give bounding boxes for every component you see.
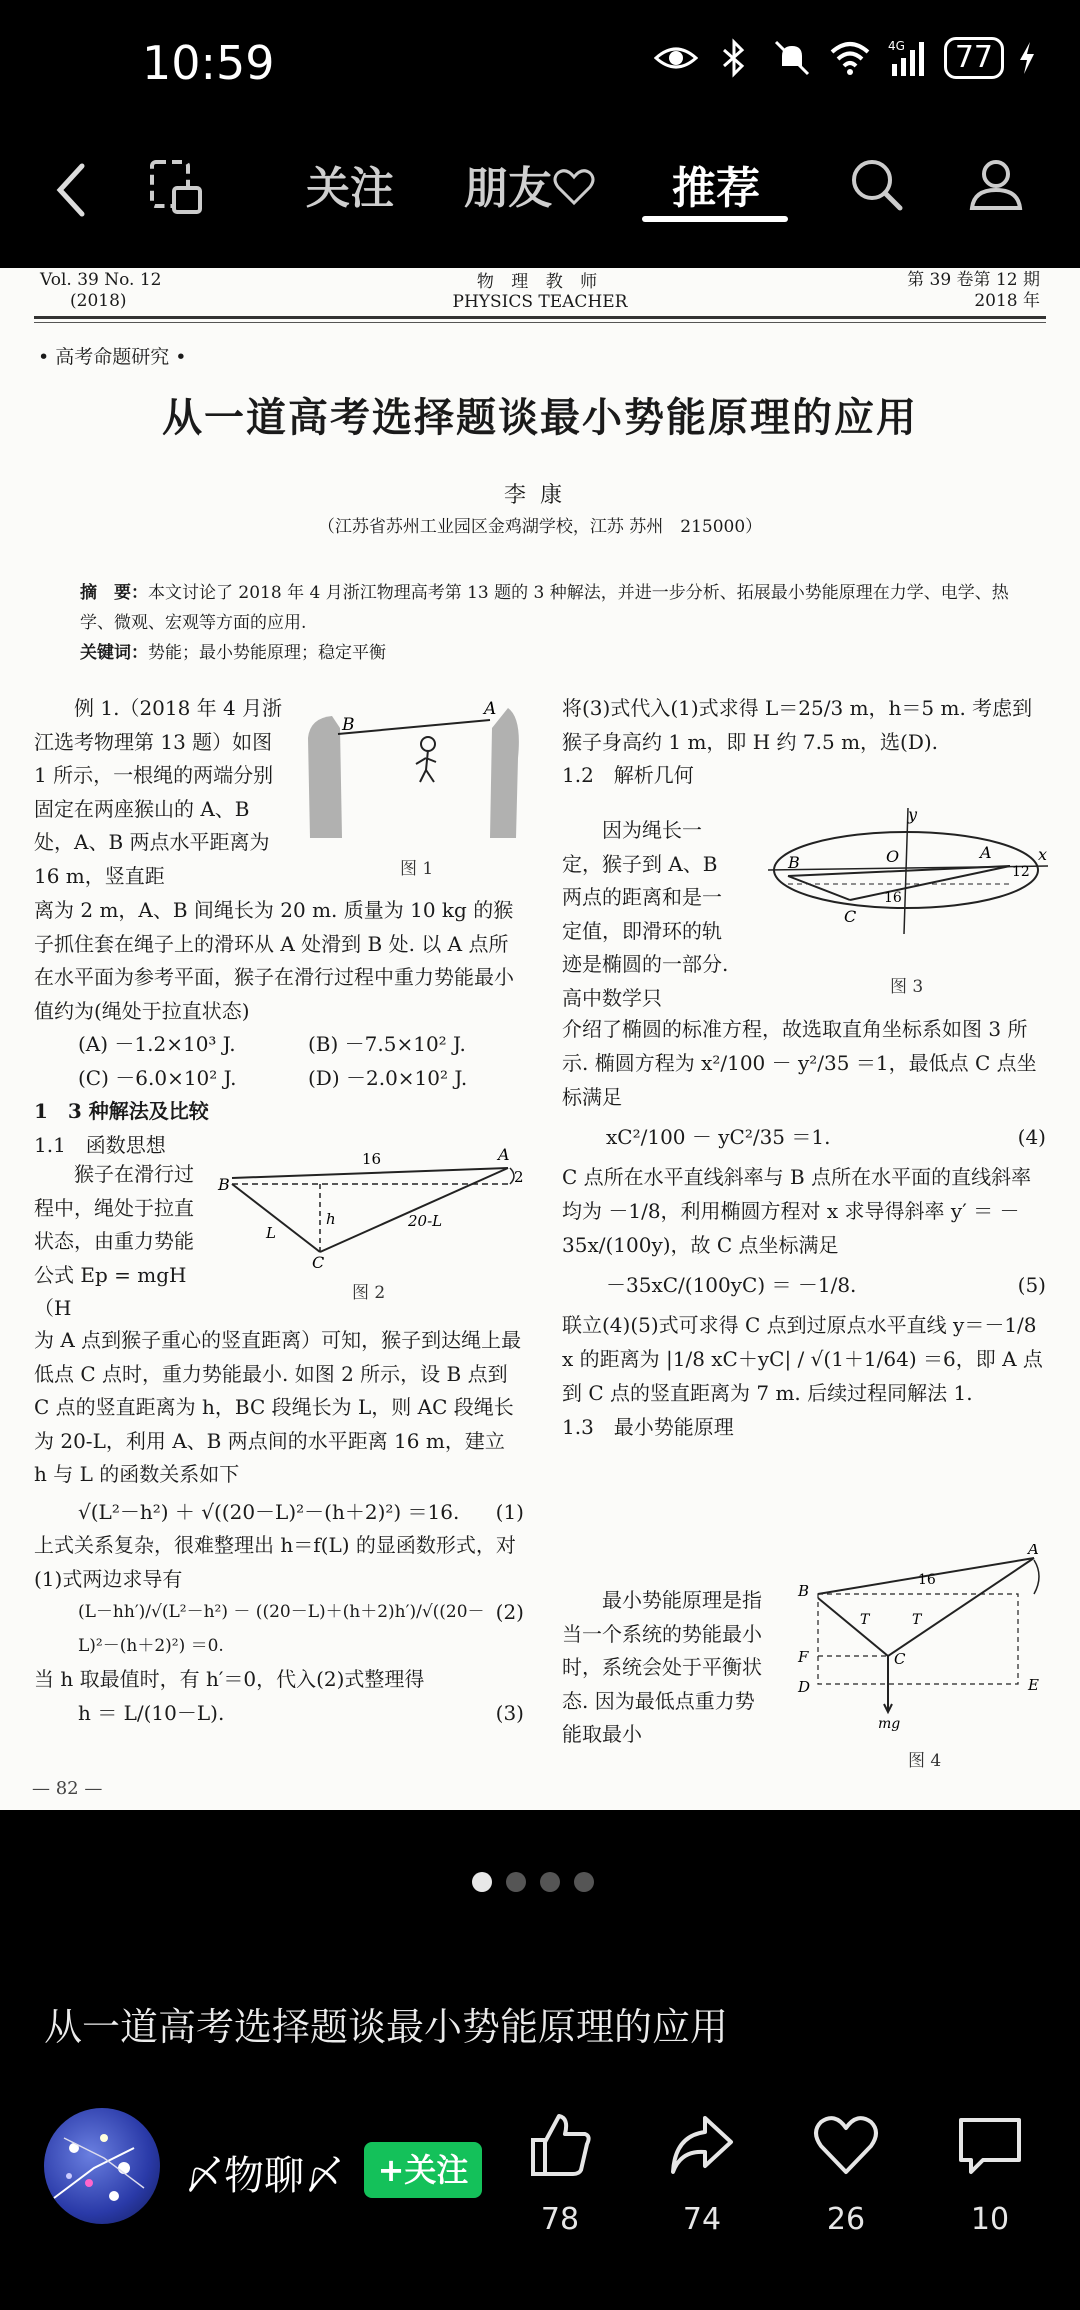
left-col-main	[34, 894, 524, 1162]
author-name[interactable]: 〆物聊〆	[184, 2153, 344, 2199]
fig4-label-16: 16	[918, 1572, 936, 1588]
section-tag: • 高考命题研究 •	[38, 346, 187, 368]
abstract	[80, 578, 1010, 668]
heart-icon	[811, 2110, 881, 2180]
eq4-number: (4)	[1017, 1125, 1046, 1149]
avatar-image	[44, 2108, 160, 2224]
fig1-label-a: A	[484, 699, 497, 719]
options-row-2	[34, 1062, 524, 1096]
back-arrow-icon[interactable]	[52, 160, 92, 220]
fig1-label-b: B	[342, 715, 355, 735]
fig2-label-16: 16	[362, 1150, 382, 1168]
eq5-number: (5)	[1017, 1273, 1046, 1297]
fig2-label-a: A	[498, 1145, 510, 1164]
fig4-label-b: B	[798, 1582, 810, 1600]
volume-year: (2018)	[70, 291, 127, 311]
fig4-label-f: F	[798, 1648, 809, 1666]
tab-friends[interactable]	[464, 152, 596, 216]
heading-1-1: 1.1 函数思想	[34, 1132, 166, 1157]
issue-info: 第 39 卷第 12 期	[907, 270, 1040, 290]
active-tab-indicator	[642, 216, 788, 222]
fig4-label-d: D	[798, 1678, 811, 1696]
bluetooth-icon	[712, 36, 756, 80]
heading-1-3: 1.3 最小势能原理	[562, 1415, 734, 1439]
equation-2	[34, 1596, 524, 1663]
heading-1-2: 1.2 解析几何	[562, 763, 694, 787]
right-col-p2	[562, 814, 736, 1015]
left-col-p1	[34, 692, 290, 893]
method2-text-3: C 点所在水平直线斜率与 B 点所在水平面的直线斜率均为 －1/8，利用椭圆方程对 x 求导得斜率 y′ ＝ －35x/(100y)，故 C 点坐标满足	[562, 1165, 1032, 1257]
equation-3	[34, 1697, 524, 1731]
abstract-label: 摘 要：	[80, 583, 148, 603]
share-count: 74	[682, 2202, 722, 2237]
keywords-label: 关键词：	[80, 643, 148, 663]
fig4-label-t2: T	[912, 1612, 922, 1628]
fig2-label-h: h	[326, 1210, 336, 1228]
battery-indicator: 77	[944, 37, 1004, 79]
mute-bell-icon	[770, 36, 814, 80]
fig3-label-a: A	[980, 843, 992, 862]
journal-name-cn: 物 理 教 师	[476, 272, 604, 292]
fig2-label-b: B	[218, 1175, 230, 1194]
status-icons	[654, 36, 1036, 80]
comment-button[interactable]	[940, 2110, 1040, 2237]
abstract-text: 本文讨论了 2018 年 4 月浙江物理高考第 13 题的 3 种解法，并进一步分析、拓展最小势能原理在力学、电学、热学、微观、宏观等方面的应用.	[80, 583, 1009, 633]
fig1-caption: 图 1	[400, 859, 434, 879]
favorite-count: 26	[826, 2202, 866, 2237]
article-title: 从一道高考选择题谈最小势能原理的应用	[162, 395, 918, 441]
eq3-body: h ＝ L/(10－L).	[78, 1700, 225, 1725]
share-arrow-icon	[667, 2110, 737, 2180]
pager-dot-2[interactable]	[506, 1872, 526, 1892]
profile-icon[interactable]	[966, 154, 1026, 214]
pager-dot-3[interactable]	[540, 1872, 560, 1892]
right-col-top	[562, 692, 1046, 793]
tab-follow[interactable]: 关注	[306, 163, 394, 214]
svg-text:4G: 4G	[887, 39, 905, 53]
header-rule-thin	[34, 322, 1046, 323]
author-affiliation: （江苏省苏州工业园区金鸡湖学校，江苏 苏州 215000）	[317, 517, 763, 537]
method1-result: 将(3)式代入(1)式求得 L＝25/3 m，h＝5 m. 考虑到猴子身高约 1 m，即 H 约 7.5 m，选(D).	[562, 696, 1033, 754]
page-number: — 82 —	[32, 1778, 103, 1799]
eq1-number: (1)	[495, 1499, 524, 1524]
wifi-icon	[828, 36, 872, 80]
eq4-body: xC²/100 － yC²/35 ＝1.	[606, 1125, 831, 1149]
figure-2	[212, 1128, 524, 1268]
image-pager-dots	[472, 1872, 594, 1892]
avatar[interactable]	[44, 2108, 160, 2224]
method1-text: 猴子在滑行过程中，绳处于拉直状态，由重力势能公式 Ep = mgH（H	[34, 1162, 194, 1320]
method3-text: 最小势能原理是指当一个系统的势能最小时，系统会处于平衡状态. 因为最低点重力势能取最小	[562, 1588, 762, 1746]
fig4-label-e: E	[1028, 1676, 1039, 1694]
example-text: 离为 2 m，A、B 间绳长为 20 m. 质量为 10 kg 的猴子抓住套在绳子上的滑环从 A 处滑到 B 处. 以 A 点所在水平面为参考平面，猴子在滑行过程中重力势能最小值约为(绳处于拉直状态)	[34, 898, 514, 1023]
eye-icon	[654, 36, 698, 80]
fig3-label-16: 16	[884, 890, 902, 906]
option-b: (B) －7.5×10² J.	[308, 1032, 466, 1056]
comment-bubble-icon	[955, 2110, 1025, 2180]
article-author: 李康	[503, 483, 576, 508]
fig4-label-t1: T	[860, 1612, 870, 1628]
right-col-p6	[562, 1584, 772, 1752]
figure-3	[758, 804, 1054, 940]
method1-text-4: 当 h 取最值时，有 h′＝0，代入(2)式整理得	[34, 1667, 425, 1691]
equation-4	[562, 1120, 1046, 1154]
like-count: 78	[540, 2202, 580, 2237]
comment-count: 10	[970, 2202, 1010, 2237]
option-d: (D) －2.0×10² J.	[308, 1065, 468, 1090]
header-rule	[34, 316, 1046, 319]
option-a: (A) －1.2×10³ J.	[78, 1032, 236, 1056]
eq3-number: (3)	[495, 1700, 524, 1725]
floating-window-icon[interactable]	[148, 158, 204, 216]
fig3-label-y: y	[908, 805, 918, 824]
follow-button[interactable]: +关注	[364, 2142, 482, 2198]
fig2-label-2: 2	[514, 1168, 524, 1186]
status-bar	[0, 0, 1080, 120]
left-col-p3	[34, 1158, 194, 1326]
method2-text-4: 联立(4)(5)式可求得 C 点到过原点水平直线 y＝－1/8 x 的距离为 |1/8 xC＋yC| / √(1＋1/64) ＝6，即 A 点到 C 点的竖直距离为 7 m. 后续过程同解法 1.	[562, 1313, 1043, 1405]
thumbs-up-icon	[525, 2110, 595, 2180]
eq2-body: (L－hh′)/√(L²－h²) － ((20－L)＋(h＋2)h′)/√((20－L)²－(h＋2)²) ＝0.	[78, 1602, 485, 1656]
status-time: 10:59	[142, 36, 275, 90]
fig4-label-c: C	[894, 1650, 906, 1668]
fig3-label-c: C	[844, 907, 857, 926]
right-col-middle	[562, 1012, 1046, 1444]
search-icon[interactable]	[846, 154, 906, 214]
article-page-image[interactable]	[0, 268, 1080, 1810]
fig4-label-mg: mg	[878, 1716, 901, 1732]
like-button[interactable]	[510, 2110, 610, 2237]
fig2-label-c: C	[312, 1253, 325, 1268]
options-row-1	[34, 1028, 524, 1062]
fig2-caption: 图 2	[352, 1283, 386, 1303]
heart-outline-icon	[552, 167, 596, 207]
fig2-label-l: L	[266, 1224, 276, 1242]
figure-4	[788, 1544, 1058, 1734]
eq2-number: (2)	[495, 1600, 524, 1624]
fig3-label-x: x	[1038, 845, 1048, 864]
fig3-label-b: B	[788, 853, 800, 872]
method2-text-2: 介绍了椭圆的标准方程，故选取直角坐标系如图 3 所示. 椭圆方程为 x²/100 － y²/35 ＝1，最低点 C 点坐标满足	[562, 1017, 1037, 1109]
volume-info: Vol. 39 No. 12	[40, 270, 162, 290]
fig3-label-o: O	[886, 847, 900, 866]
post-caption[interactable]: 从一道高考选择题谈最小势能原理的应用	[44, 2005, 729, 2049]
option-c: (C) －6.0×10² J.	[78, 1065, 237, 1090]
favorite-button[interactable]	[796, 2110, 896, 2237]
top-nav	[0, 120, 1080, 270]
fig4-label-a: A	[1028, 1544, 1039, 1558]
tab-friends-label: 朋友	[464, 163, 552, 214]
equation-5	[562, 1268, 1046, 1302]
bottom-action-bar	[0, 2100, 1080, 2310]
journal-header	[40, 268, 1040, 316]
share-button[interactable]	[652, 2110, 752, 2237]
issue-year: 2018 年	[974, 291, 1040, 311]
pager-dot-1[interactable]	[472, 1872, 492, 1892]
method1-text-3: 上式关系复杂，很难整理出 h＝f(L) 的显函数形式，对(1)式两边求导有	[34, 1533, 516, 1591]
example-intro: 例 1.（2018 年 4 月浙江选考物理第 13 题）如图 1 所示，一根绳的两端分别固定在两座猴山的 A、B 处，A、B 两点水平距离为 16 m，竖直距	[34, 696, 283, 888]
equation-1	[34, 1496, 524, 1530]
fig4-caption: 图 4	[908, 1751, 942, 1771]
heading-1: 1 3 种解法及比较	[34, 1099, 209, 1123]
fig2-label-20l: 20-L	[408, 1212, 443, 1230]
signal-icon	[886, 36, 930, 80]
eq1-body: √(L²－h²) ＋ √((20－L)²－(h＋2)²) ＝16.	[78, 1499, 460, 1524]
left-col-lower	[34, 1324, 524, 1730]
charging-icon	[1018, 40, 1036, 76]
keywords-text: 势能；最小势能原理；稳定平衡	[148, 643, 386, 663]
fig3-caption: 图 3	[890, 977, 924, 997]
eq5-body: －35xC/(100yC) ＝ －1/8.	[606, 1273, 857, 1297]
fig3-label-12: 12	[1012, 864, 1030, 880]
method1-text-2: 为 A 点到猴子重心的竖直距离）可知，猴子到达绳上最低点 C 点时，重力势能最小. 如图 2 所示，设 B 点到 C 点的竖直距离为 h，BC 段绳长为 L，则 AC 段绳长为 20-L，利用 A、B 两点间的水平距离 16 m，建立 h 与 L 的函数关系如下	[34, 1328, 522, 1486]
pager-dot-4[interactable]	[574, 1872, 594, 1892]
tab-recommend[interactable]: 推荐	[672, 163, 760, 214]
journal-name-en: PHYSICS TEACHER	[452, 292, 628, 312]
figure-1	[302, 698, 524, 838]
method2-text: 因为绳长一定，猴子到 A、B 两点的距离和是一定值，即滑环的轨迹是椭圆的一部分. 高中数学只	[562, 818, 729, 1010]
